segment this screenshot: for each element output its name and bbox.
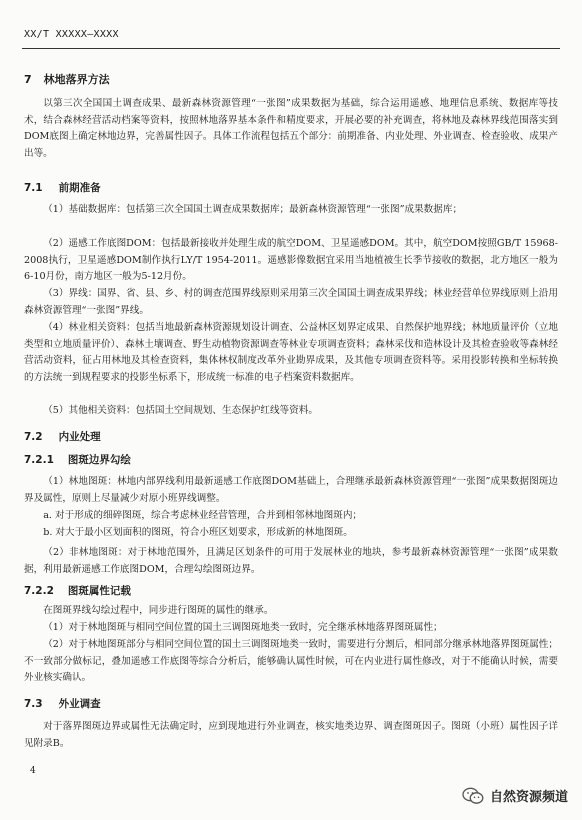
paragraph-7-1-3: （3）界线：国界、省、县、乡、村的调查范围界线原则采用第三次全国国土调查成果界线；林业经营单位界线原则上沿用森林资源管理“一张图”界线。: [24, 288, 558, 316]
paragraph-7-2-1-b: b. 对大于最小区划面积的图斑，符合小班区划要求，形成新的林地图斑。: [43, 527, 353, 538]
page-number: 4: [30, 766, 36, 776]
section-heading-7-1: [24, 180, 101, 195]
paragraph-7-2-2-2: （2）对于林地图斑部分与相同空间位置的国土三调图斑地类一致时，需要进行分割后，相同部分继承林地落界图斑属性；不一致部分做标记，叠加遥感工作底图等综合分析后，能够确认属性时候，可在内业进行属性修改，对于不能确认时候，需要外业核实确认。: [24, 639, 558, 683]
section-number: 7.2: [24, 431, 43, 443]
header-rule: [22, 48, 560, 49]
paragraph-7-1-4: （4）林业相关资料：包括当地最新森林资源规划设计调查、公益林区划界定成果、自然保护地界线；林地质量评价（立地类型和立地质量评价）、森林土壤调查、野生动植物资源调查等林业专项调查资料；森林采伐和造林设计及其检查验收等森林经营活动资料，征占用林地及其检查资料，集体林权制度改革外业勘界成果，及其他专项调查资料等。采用投影转换和坐标转换的方法统一到规程要求的投影坐标系下，形成统一标准的电子档案资料数据库。: [24, 322, 558, 383]
section-number: 7.1: [24, 182, 43, 194]
paragraph-7-2-2-1: （1）对于林地图斑与相同空间位置的国土三调图斑地类一致时，完全继承林地落界图斑属性；: [43, 622, 443, 633]
section-number: 7: [24, 73, 32, 86]
wechat-icon: [462, 787, 484, 805]
watermark-text: 自然资源频道: [489, 790, 568, 805]
section-title: 图斑属性记载: [67, 585, 131, 597]
paragraph-7-1-1: （1）基础数据库：包括第三次全国国土调查成果数据库；最新森林资源管理“一张图”成果数据库；: [43, 204, 463, 215]
section-title: 前期准备: [58, 182, 101, 194]
paragraph-7-2-1-1: （1）林地图斑：林地内部界线利用最新遥感工作底图DOM基础上，合理继承最新森林资源管理“一张图”成果数据图斑边界及属性，原则上尽量减少对原小班界线调整。: [24, 476, 558, 504]
paragraph-7-2-1-2: （2）非林地图斑：对于林地范围外，且满足区划条件的可用于发展林业的地块，参考最新森林资源管理“一张图”成果数据，利用最新遥感工作底图DOM，合理勾绘图斑边界。: [24, 547, 558, 575]
standard-code: XX/T XXXXX—XXXX: [24, 29, 119, 40]
section-heading-7-2-1: [24, 452, 131, 467]
section-heading-7-2-2: [24, 583, 131, 598]
section-7-intro: 以第三次全国国土调查成果、最新森林资源管理“一张图”成果数据为基础，综合运用遥感、地理信息系统、数据库等技术，结合森林经营活动档案等资料，按照林地落界基本条件和精度要求，开展必要的补充调查，将林地及森林界线范围落实到DOM底图上确定林地边界，完善属性因子。具体工作流程包括五个部分：前期准备、内业处理、外业调查、检查验收、成果产出等。: [24, 98, 558, 159]
section-heading-7-2: [24, 429, 101, 444]
section-heading-7-3: [24, 696, 101, 711]
section-number: 7.2.2: [24, 585, 54, 597]
paragraph-7-1-2: （2）遥感工作底图DOM：包括最新接收并处理生成的航空DOM、卫星遥感DOM。其中，航空DOM按照GB/T 15968-2008执行，卫星遥感DOM制作执行LY/T 1954-2011。遥感影像数据宜采用当地植被生长季节接收的数据，北方地区一般为6-10月份，南方地区一般为5-12月份。: [24, 238, 558, 282]
section-number: 7.2.1: [24, 454, 54, 466]
section-title: 林地落界方法: [43, 73, 110, 86]
paragraph-7-2-1-a: a. 对于形成的细碎图斑，综合考虑林业经营管理，合并到相邻林地图斑内；: [43, 510, 363, 521]
section-title: 外业调查: [58, 698, 101, 710]
section-heading-7: [24, 71, 110, 87]
section-number: 7.3: [24, 698, 43, 710]
watermark: [462, 786, 568, 805]
paragraph-7-1-5: （5）其他相关资料：包括国土空间规划、生态保护红线等资料。: [43, 405, 318, 416]
paragraph-7-3-1: 对于落界图斑边界或属性无法确定时，应到现地进行外业调查，核实地类边界、调查图斑因子。图斑（小班）属性因子详见附录B。: [24, 721, 558, 749]
section-title: 内业处理: [58, 431, 101, 443]
section-title: 图斑边界勾绘: [67, 454, 131, 466]
paragraph-7-2-2-0: 在图斑界线勾绘过程中，同步进行图斑的属性的继承。: [43, 605, 274, 616]
